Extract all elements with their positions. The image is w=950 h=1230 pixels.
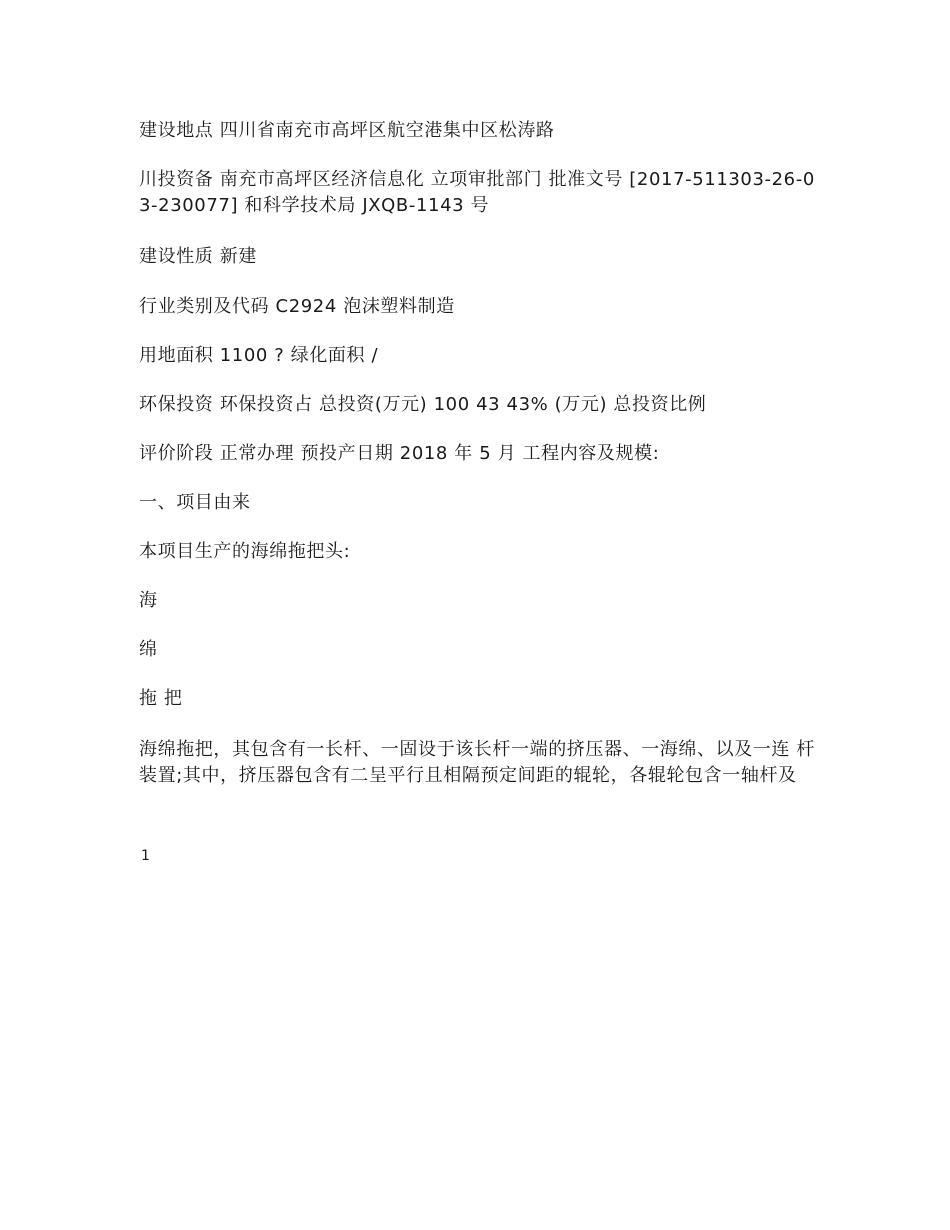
paragraph-construction-nature: 建设性质 新建 xyxy=(139,246,257,267)
paragraph-char-2: 绵 xyxy=(139,639,158,660)
paragraph-product-description: 海绵拖把，其包含有一长杆、一固设于该长杆一端的挤压器、一海绵、以及一连 杆装置;其中，挤压器包含有二呈平行且相隔预定间距的辊轮，各辊轮包含一轴杆及 xyxy=(139,739,815,786)
paragraph-evaluation-stage: 评价阶段 正常办理 预投产日期 2018 年 5 月 工程内容及规模: xyxy=(139,443,660,464)
page-number: 1 xyxy=(141,848,150,864)
paragraph-product-intro: 本项目生产的海绵拖把头: xyxy=(139,541,351,562)
paragraph-construction-site: 建设地点 四川省南充市高坪区航空港集中区松涛路 xyxy=(139,120,555,141)
paragraph-env-investment: 环保投资 环保投资占 总投资(万元) 100 43 43% (万元) 总投资比例 xyxy=(139,394,707,415)
paragraph-char-3: 拖 把 xyxy=(139,688,183,709)
paragraph-land-area: 用地面积 1100 ? 绿化面积 / xyxy=(139,345,379,366)
paragraph-approval-info: 川投资备 南充市高坪区经济信息化 立项审批部门 批准文号 [2017-511303-26-03-230077] 和科学技术局 JXQB-1143 号 xyxy=(139,169,815,216)
section-heading: 一、项目由来 xyxy=(139,492,251,513)
paragraph-industry-code: 行业类别及代码 C2924 泡沫塑料制造 xyxy=(139,296,455,317)
paragraph-char-1: 海 xyxy=(139,590,158,611)
